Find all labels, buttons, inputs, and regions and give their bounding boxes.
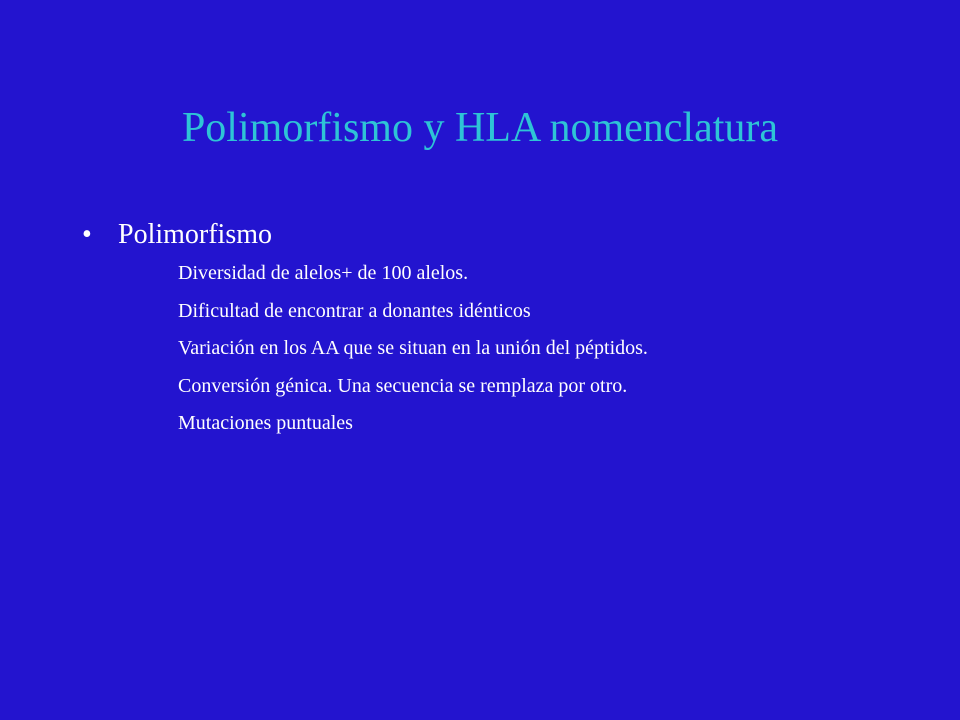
- subitem: Diversidad de alelos+ de 100 alelos.: [178, 262, 469, 284]
- bullet-icon: •: [82, 219, 92, 250]
- subitem: Conversión génica. Una secuencia se remplaza por otro.: [178, 374, 628, 397]
- bullet-item: [82, 216, 272, 254]
- subitem-list: [178, 255, 648, 443]
- bullet-label: Polimorfismo: [118, 219, 273, 250]
- subitem: Mutaciones puntuales: [178, 412, 353, 434]
- subitem: Variación en los AA que se situan en la unión del péptidos.: [178, 337, 648, 359]
- subitem: Dificultad de encontrar a donantes idénticos: [178, 299, 531, 322]
- slide-title: Polimorfismo y HLA nomenclatura: [181, 105, 779, 151]
